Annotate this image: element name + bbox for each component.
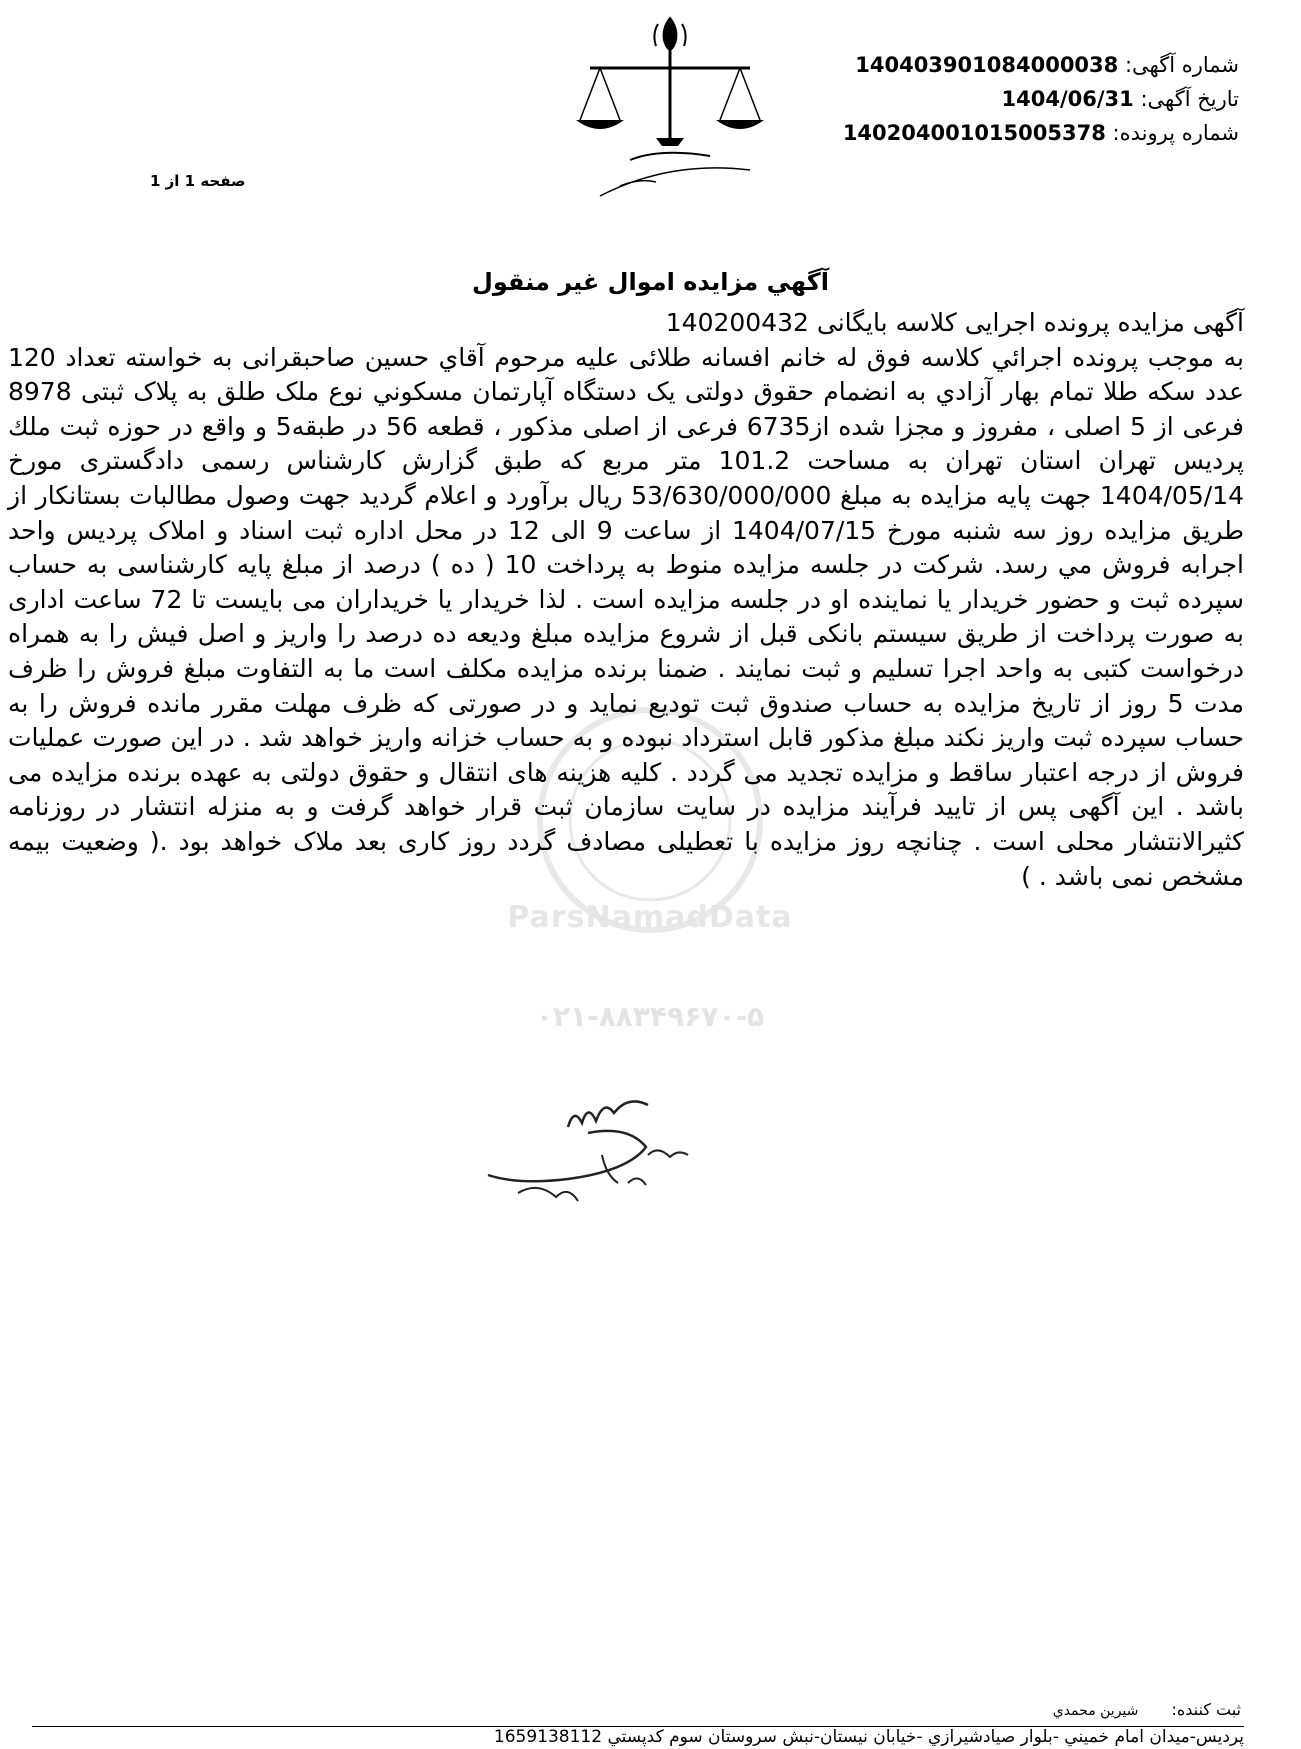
- signature: [478, 1085, 718, 1235]
- ad-date-row: [843, 82, 1239, 116]
- case-number-row: [843, 116, 1239, 150]
- case-number-value: 140204001015005378: [842, 121, 1106, 145]
- case-number-label: شماره پرونده:: [1112, 121, 1239, 145]
- registrar-name: شيرين محمدي: [1052, 1703, 1139, 1719]
- ad-number-label: شماره آگهی:: [1124, 53, 1239, 77]
- ad-number-row: [843, 48, 1239, 82]
- ad-number-value: 14040390108400003‌8: [855, 53, 1119, 77]
- page-indicator: صفحه 1 از 1: [150, 172, 246, 190]
- registrar-label: ثبت کننده:: [1171, 1700, 1241, 1719]
- registrar: [1053, 1700, 1241, 1719]
- notice-header: [843, 48, 1239, 150]
- notice-paragraph: به موجب پرونده اجرائي كلاسه فوق له خانم افسانه طلائی علیه مرحوم آقاي حسین صاحبقرانی به خواسته تعداد 120 عدد سکه طلا تمام بهار آزادي به انضمام حقوق دولتی یک دستگاه آپارتمان مسكوني نوع ملک طلق به پلاک ثبتی 8978 فرعی از 5 اصلی ، مفروز و مجزا شده از6735 فرعی از اصلی مذکور ، قطعه 56 در طبقه5 و واقع در حوزه ثبت ملك پردیس تهران استان تهران به مساحت 101.2 متر مربع که طبق گزارش کارشناس رسمی دادگستری مورخ 1404/05/14 جهت پایه مزایده به مبلغ 53/630/000/000 ریال برآورد و اعلام گردید جهت وصول مطالبات بستانکار از طریق مزایده روز سه شنبه مورخ 1404/07/15 از ساعت 9 الی 12 در محل اداره ثبت اسناد و املاک پردیس واحد اجرابه فروش مي رسد. شرکت در جلسه مزایده منوط به پرداخت 10 ( ده ) درصد از مبلغ پایه کارشناسی به حساب سپرده ثبت و حضور خریدار یا نماینده او در جلسه مزایده است . لذا خریدار یا خریداران می بایست تا 72 ساعت اداری به صورت پرداخت از طریق سیستم بانکی قبل از شروع مزایده مبلغ ودیعه ده درصد را واریز و اصل فیش را به همراه درخواست کتبی به واحد اجرا تسلیم و ثبت نمایند . ضمنا برنده مزایده مکلف است ما به التفاوت مبلغ فروش را ظرف مدت 5 روز از تاریخ مزایده به حساب صندوق ثبت تودیع نماید و در صورتی که ظرف مهلت مقرر مانده فروش را به حساب سپرده ثبت واریز نکند مبلغ مذکور قابل استرداد نبوده و به حساب خزانه واریز خواهد شد . در این صورت عملیات فروش از درجه اعتبار ساقط و مزایده تجدید می گردد . کلیه هزینه های انتقال و حقوق دولتی به عهده برنده مزایده می باشد . این آگهی پس از تایید فرآیند مزایده در سایت سازمان ثبت قرار خواهد گرفت و به منزله انتشار در روزنامه کثیرالانتشار محلی است . چنانچه روز مزایده با تعطیلی مصادف گردد روز کاری بعد ملاک خواهد بود .( وضعیت بیمه مشخص نمی باشد . ): [8, 342, 1245, 891]
- judiciary-emblem: [560, 10, 780, 220]
- ad-date-value: 1404/06/31: [1001, 87, 1134, 111]
- notice-body: [8, 306, 1244, 894]
- scales-of-justice-icon: [560, 10, 780, 220]
- notice-subtitle: آگهی مزایده پرونده اجرایی کلاسه بایگانی 140200432: [665, 308, 1244, 337]
- watermark-phone: ۰۲۱-۸۸۳۴۹۶۷۰-۵: [535, 1000, 765, 1033]
- notice-title: آگهي مزايده اموال غير منقول: [472, 268, 829, 296]
- footer-address: پرديس-ميدان امام خميني -بلوار صيادشيرازي -خيابان نيستان-نبش سروستان سوم کدپستي 1659138112: [493, 1727, 1244, 1747]
- watermark-brand: ParsNamadData: [507, 900, 793, 935]
- ad-date-label: تاریخ آگهی:: [1140, 87, 1239, 111]
- handwritten-signature-icon: [478, 1085, 718, 1235]
